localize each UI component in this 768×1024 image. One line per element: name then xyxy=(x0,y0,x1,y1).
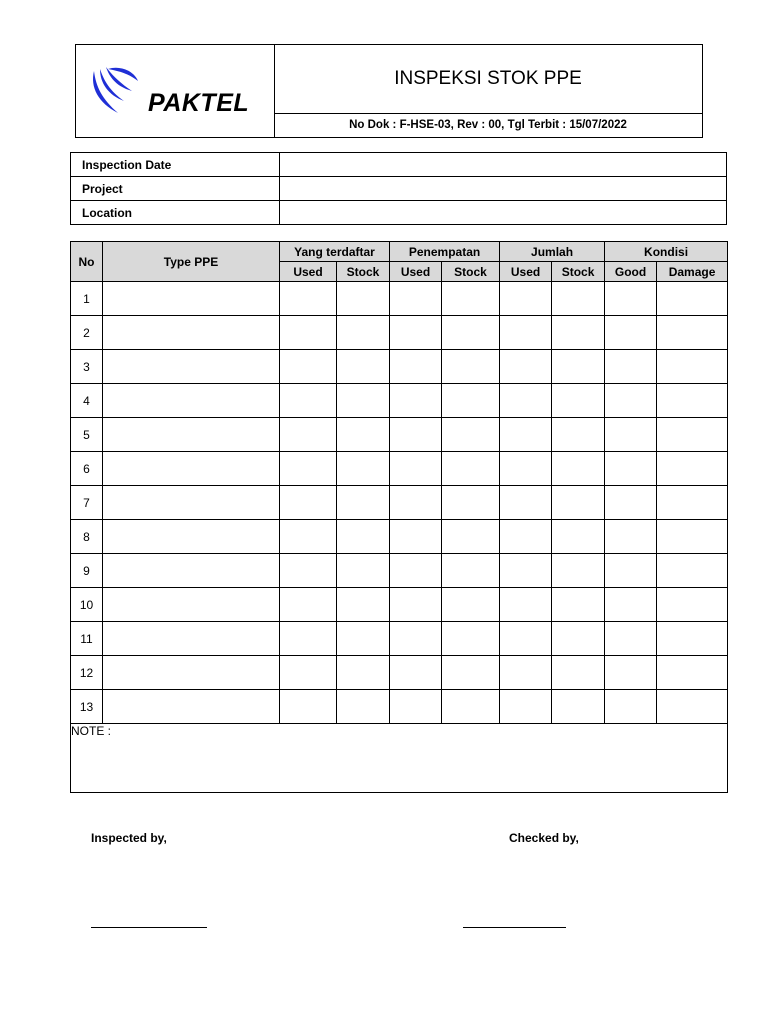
value-cell[interactable] xyxy=(337,384,390,418)
value-cell[interactable] xyxy=(500,452,552,486)
value-cell[interactable] xyxy=(390,418,442,452)
project-label: Project xyxy=(71,177,280,201)
ppe-header-row-1 xyxy=(71,242,728,262)
value-cell[interactable] xyxy=(552,520,605,554)
value-cell[interactable] xyxy=(337,418,390,452)
document-header xyxy=(75,44,703,138)
type-ppe-cell[interactable] xyxy=(103,520,280,554)
type-ppe-cell[interactable] xyxy=(103,384,280,418)
row-number: 13 xyxy=(71,690,103,724)
value-cell[interactable] xyxy=(337,690,390,724)
value-cell[interactable] xyxy=(657,384,728,418)
row-number: 7 xyxy=(71,486,103,520)
value-cell[interactable] xyxy=(442,452,500,486)
row-number: 8 xyxy=(71,520,103,554)
ppe-stock-table xyxy=(70,241,728,793)
value-cell[interactable] xyxy=(390,588,442,622)
row-number: 1 xyxy=(71,282,103,316)
value-cell[interactable] xyxy=(280,588,337,622)
value-cell[interactable] xyxy=(500,622,552,656)
inspected-by-label: Inspected by, xyxy=(91,831,167,845)
value-cell[interactable] xyxy=(605,656,657,690)
group-yang-terdaftar-header: Yang terdaftar xyxy=(280,242,390,262)
row-number: 6 xyxy=(71,452,103,486)
type-ppe-cell[interactable] xyxy=(103,690,280,724)
value-cell[interactable] xyxy=(500,316,552,350)
damage-header: Damage xyxy=(657,262,728,282)
info-row-project xyxy=(71,177,727,201)
value-cell[interactable] xyxy=(390,384,442,418)
checked-by-label: Checked by, xyxy=(509,831,579,845)
value-cell[interactable] xyxy=(657,520,728,554)
value-cell[interactable] xyxy=(390,452,442,486)
type-ppe-cell[interactable] xyxy=(103,452,280,486)
info-row-date xyxy=(71,153,727,177)
used-header: Used xyxy=(390,262,442,282)
type-ppe-cell[interactable] xyxy=(103,622,280,656)
value-cell[interactable] xyxy=(442,350,500,384)
value-cell[interactable] xyxy=(605,418,657,452)
value-cell[interactable] xyxy=(337,316,390,350)
value-cell[interactable] xyxy=(337,520,390,554)
value-cell[interactable] xyxy=(500,656,552,690)
value-cell[interactable] xyxy=(280,316,337,350)
value-cell[interactable] xyxy=(337,656,390,690)
value-cell[interactable] xyxy=(280,350,337,384)
value-cell[interactable] xyxy=(337,588,390,622)
row-number: 9 xyxy=(71,554,103,588)
row-number: 5 xyxy=(71,418,103,452)
value-cell[interactable] xyxy=(442,690,500,724)
table-row xyxy=(71,520,728,554)
value-cell[interactable] xyxy=(390,486,442,520)
location-field[interactable] xyxy=(280,201,727,225)
type-ppe-cell[interactable] xyxy=(103,418,280,452)
value-cell[interactable] xyxy=(337,554,390,588)
value-cell[interactable] xyxy=(552,656,605,690)
value-cell[interactable] xyxy=(605,554,657,588)
value-cell[interactable] xyxy=(500,486,552,520)
stock-header: Stock xyxy=(442,262,500,282)
value-cell[interactable] xyxy=(657,554,728,588)
inspection-date-label: Inspection Date xyxy=(71,153,280,177)
note-label: NOTE : xyxy=(71,724,112,738)
table-row xyxy=(71,282,728,316)
value-cell[interactable] xyxy=(605,690,657,724)
value-cell[interactable] xyxy=(657,282,728,316)
value-cell[interactable] xyxy=(442,486,500,520)
value-cell[interactable] xyxy=(605,452,657,486)
value-cell[interactable] xyxy=(552,350,605,384)
ppe-table-body xyxy=(71,282,728,724)
table-row xyxy=(71,316,728,350)
value-cell[interactable] xyxy=(605,588,657,622)
used-header: Used xyxy=(280,262,337,282)
row-number: 11 xyxy=(71,622,103,656)
note-field[interactable] xyxy=(71,724,728,793)
value-cell[interactable] xyxy=(337,282,390,316)
type-ppe-cell[interactable] xyxy=(103,554,280,588)
value-cell[interactable] xyxy=(442,418,500,452)
value-cell[interactable] xyxy=(605,350,657,384)
col-type-header: Type PPE xyxy=(103,242,280,282)
table-row xyxy=(71,588,728,622)
value-cell[interactable] xyxy=(657,486,728,520)
value-cell[interactable] xyxy=(552,316,605,350)
value-cell[interactable] xyxy=(657,350,728,384)
inspection-info-table xyxy=(70,152,727,225)
table-row xyxy=(71,486,728,520)
value-cell[interactable] xyxy=(442,588,500,622)
value-cell[interactable] xyxy=(390,350,442,384)
col-no-header: No xyxy=(71,242,103,282)
value-cell[interactable] xyxy=(552,690,605,724)
group-penempatan-header: Penempatan xyxy=(390,242,500,262)
document-title: INSPEKSI STOK PPE xyxy=(274,45,702,114)
value-cell[interactable] xyxy=(552,418,605,452)
value-cell[interactable] xyxy=(657,452,728,486)
table-row xyxy=(71,690,728,724)
row-number: 10 xyxy=(71,588,103,622)
value-cell[interactable] xyxy=(657,418,728,452)
value-cell[interactable] xyxy=(337,350,390,384)
value-cell[interactable] xyxy=(500,520,552,554)
value-cell[interactable] xyxy=(442,554,500,588)
value-cell[interactable] xyxy=(390,316,442,350)
value-cell[interactable] xyxy=(605,486,657,520)
value-cell[interactable] xyxy=(442,282,500,316)
table-row xyxy=(71,554,728,588)
inspection-date-field[interactable] xyxy=(280,153,727,177)
value-cell[interactable] xyxy=(280,690,337,724)
table-row xyxy=(71,656,728,690)
value-cell[interactable] xyxy=(552,384,605,418)
value-cell[interactable] xyxy=(390,656,442,690)
company-logo-text: PAKTEL xyxy=(148,89,250,117)
value-cell[interactable] xyxy=(390,554,442,588)
value-cell[interactable] xyxy=(337,622,390,656)
note-row xyxy=(71,724,728,793)
value-cell[interactable] xyxy=(280,554,337,588)
value-cell[interactable] xyxy=(552,282,605,316)
row-number: 3 xyxy=(71,350,103,384)
type-ppe-cell[interactable] xyxy=(103,588,280,622)
value-cell[interactable] xyxy=(500,418,552,452)
value-cell[interactable] xyxy=(280,656,337,690)
row-number: 2 xyxy=(71,316,103,350)
value-cell[interactable] xyxy=(390,282,442,316)
value-cell[interactable] xyxy=(280,452,337,486)
value-cell[interactable] xyxy=(605,384,657,418)
group-kondisi-header: Kondisi xyxy=(605,242,728,262)
value-cell[interactable] xyxy=(280,282,337,316)
value-cell[interactable] xyxy=(442,656,500,690)
value-cell[interactable] xyxy=(390,520,442,554)
value-cell[interactable] xyxy=(605,316,657,350)
logo-cell xyxy=(76,45,275,137)
paktel-logo-icon xyxy=(88,61,148,123)
value-cell[interactable] xyxy=(280,384,337,418)
value-cell[interactable] xyxy=(657,316,728,350)
stock-header: Stock xyxy=(552,262,605,282)
value-cell[interactable] xyxy=(280,418,337,452)
value-cell[interactable] xyxy=(500,554,552,588)
type-ppe-cell[interactable] xyxy=(103,486,280,520)
type-ppe-cell[interactable] xyxy=(103,350,280,384)
row-number: 12 xyxy=(71,656,103,690)
value-cell[interactable] xyxy=(337,452,390,486)
type-ppe-cell[interactable] xyxy=(103,282,280,316)
value-cell[interactable] xyxy=(657,588,728,622)
value-cell[interactable] xyxy=(442,520,500,554)
value-cell[interactable] xyxy=(500,282,552,316)
value-cell[interactable] xyxy=(657,622,728,656)
value-cell[interactable] xyxy=(552,622,605,656)
value-cell[interactable] xyxy=(605,282,657,316)
project-field[interactable] xyxy=(280,177,727,201)
row-number: 4 xyxy=(71,384,103,418)
value-cell[interactable] xyxy=(337,486,390,520)
value-cell[interactable] xyxy=(500,690,552,724)
table-row xyxy=(71,350,728,384)
document-number: No Dok : F-HSE-03, Rev : 00, Tgl Terbit : 15/07/2022 xyxy=(349,119,627,131)
value-cell[interactable] xyxy=(280,520,337,554)
group-jumlah-header: Jumlah xyxy=(500,242,605,262)
checked-by-signature-line xyxy=(463,927,566,928)
type-ppe-cell[interactable] xyxy=(103,656,280,690)
value-cell[interactable] xyxy=(390,622,442,656)
info-row-location xyxy=(71,201,727,225)
stock-header: Stock xyxy=(337,262,390,282)
value-cell[interactable] xyxy=(442,316,500,350)
value-cell[interactable] xyxy=(657,690,728,724)
value-cell[interactable] xyxy=(500,588,552,622)
value-cell[interactable] xyxy=(442,384,500,418)
type-ppe-cell[interactable] xyxy=(103,316,280,350)
value-cell[interactable] xyxy=(605,622,657,656)
value-cell[interactable] xyxy=(552,486,605,520)
value-cell[interactable] xyxy=(552,554,605,588)
good-header: Good xyxy=(605,262,657,282)
table-row xyxy=(71,452,728,486)
value-cell[interactable] xyxy=(657,656,728,690)
value-cell[interactable] xyxy=(280,622,337,656)
value-cell[interactable] xyxy=(552,588,605,622)
table-row xyxy=(71,384,728,418)
value-cell[interactable] xyxy=(500,350,552,384)
used-header: Used xyxy=(500,262,552,282)
value-cell[interactable] xyxy=(390,690,442,724)
value-cell[interactable] xyxy=(500,384,552,418)
inspected-by-signature-line xyxy=(91,927,207,928)
value-cell[interactable] xyxy=(605,520,657,554)
table-row xyxy=(71,622,728,656)
value-cell[interactable] xyxy=(442,622,500,656)
location-label: Location xyxy=(71,201,280,225)
value-cell[interactable] xyxy=(552,452,605,486)
table-row xyxy=(71,418,728,452)
value-cell[interactable] xyxy=(280,486,337,520)
